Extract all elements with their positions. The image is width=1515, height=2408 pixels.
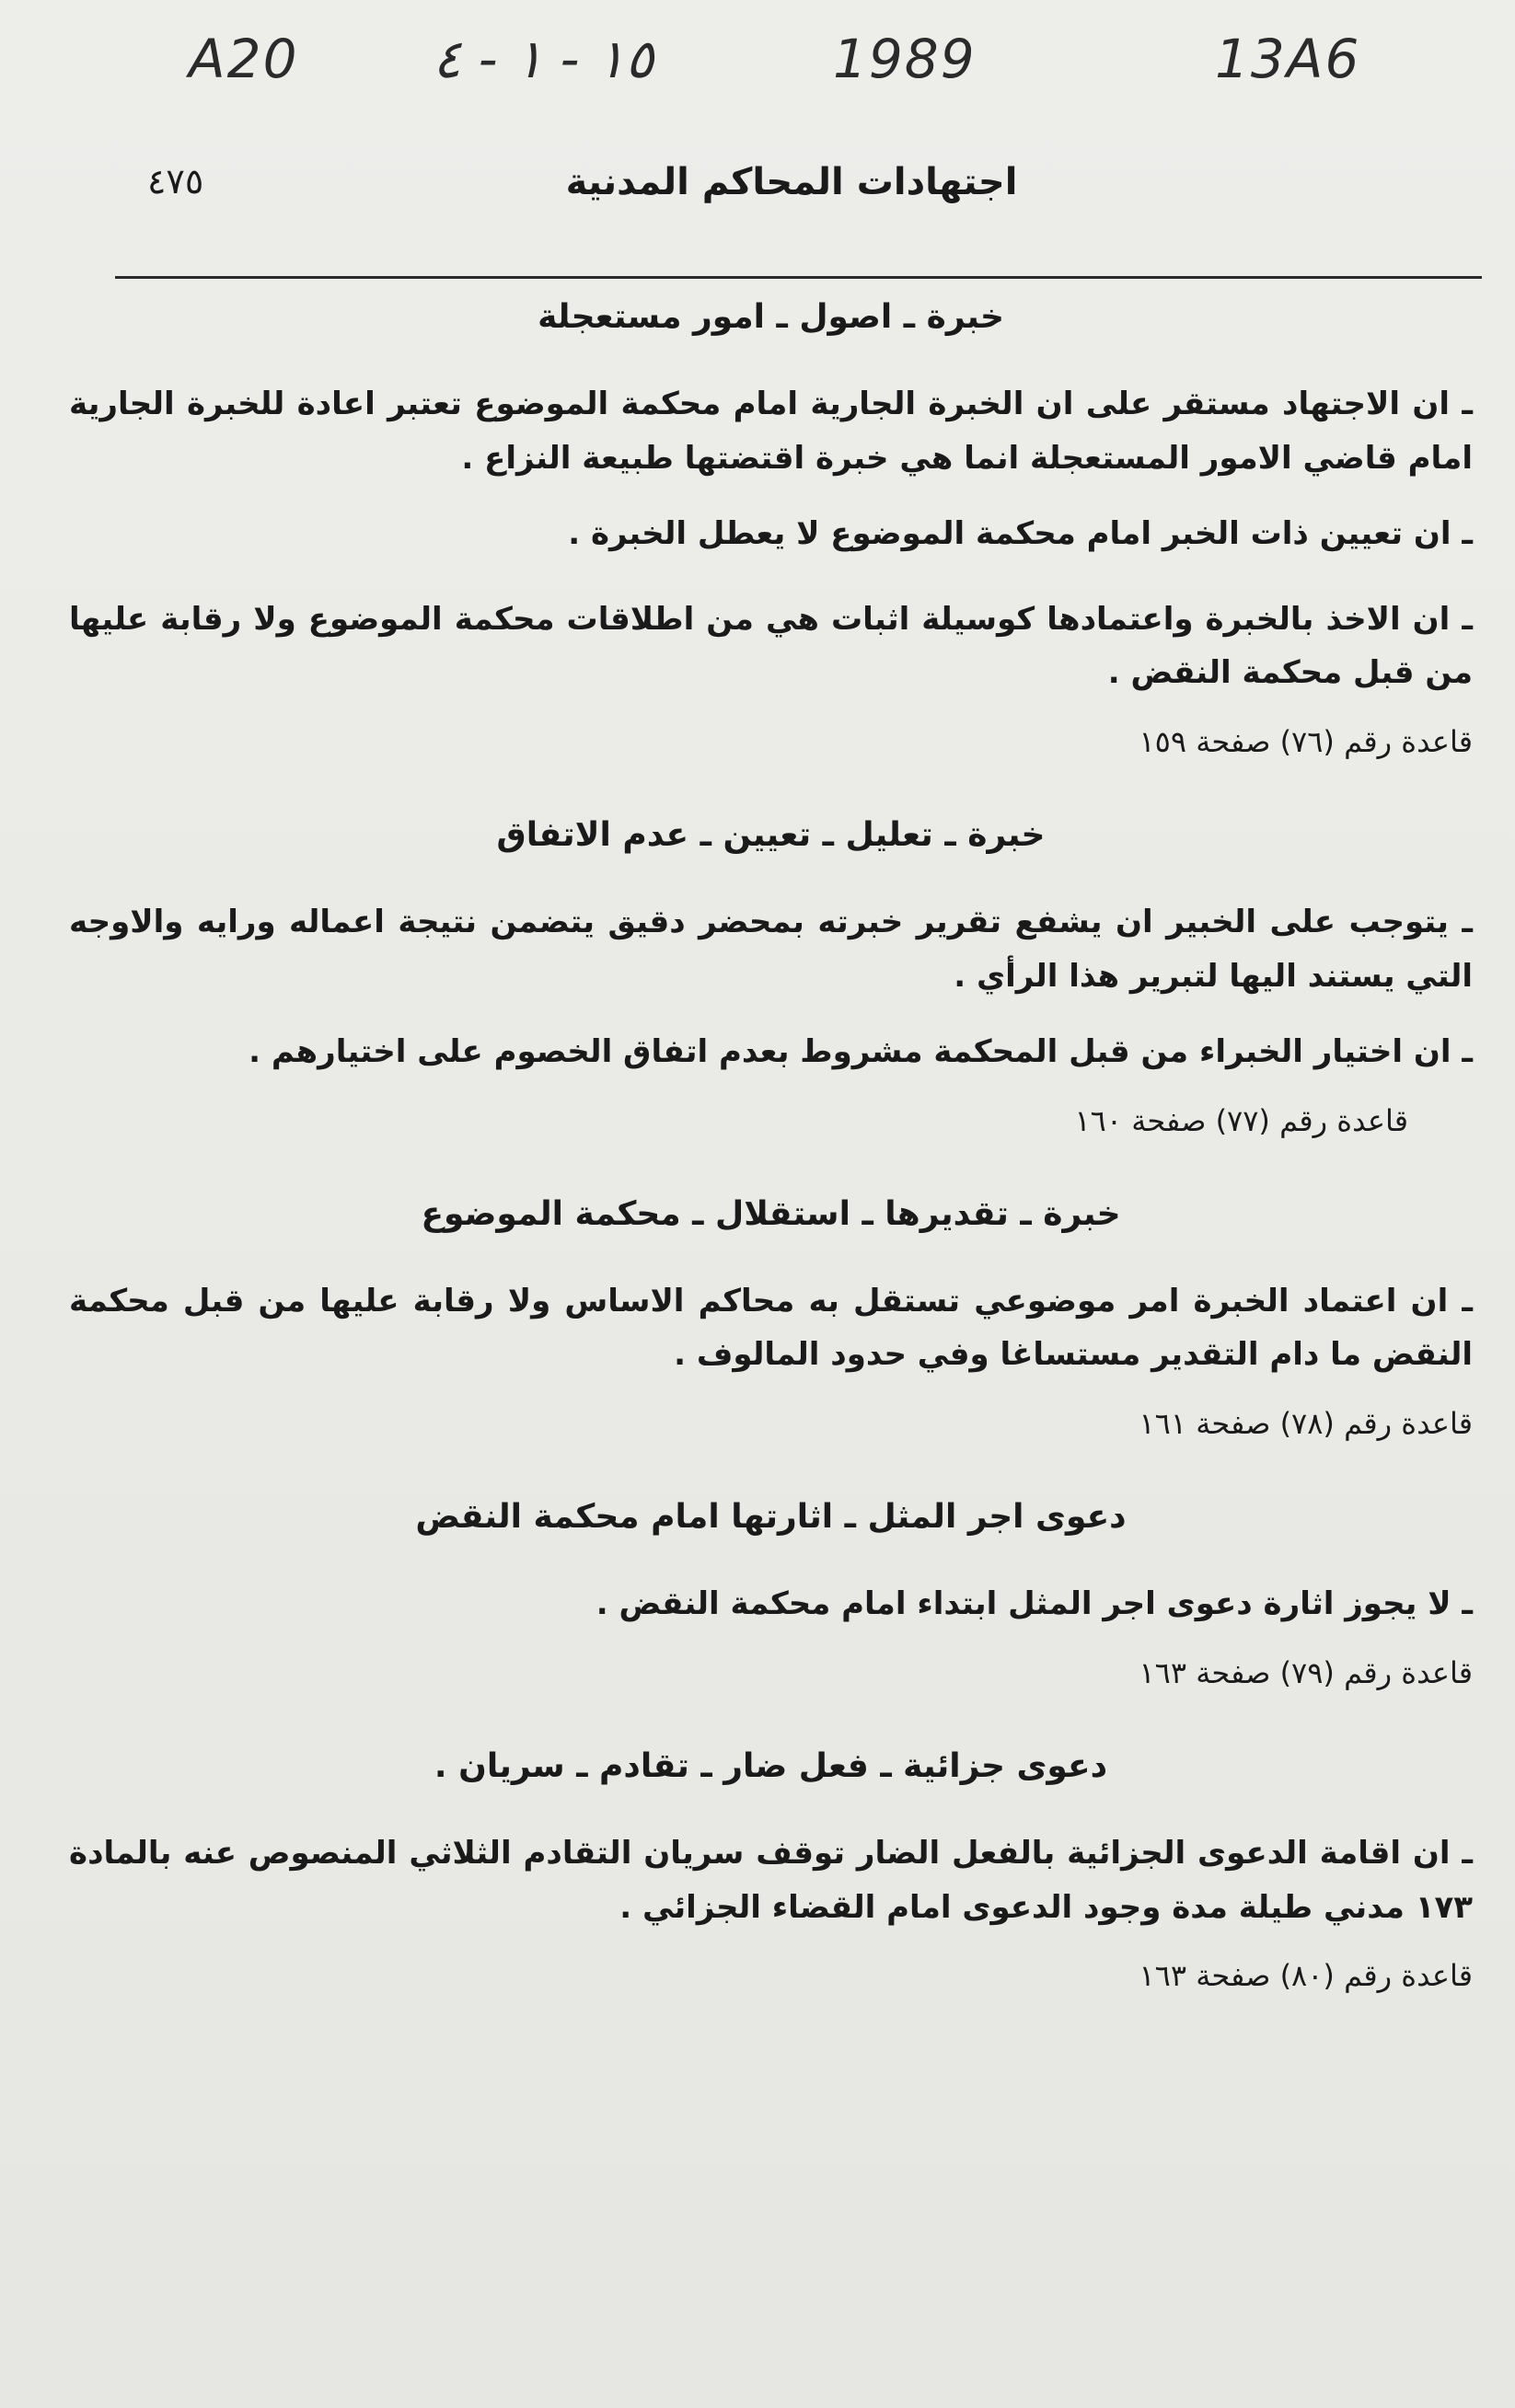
paragraph: ـ ان تعيين ذات الخبر امام محكمة الموضوع لا يعطل الخبرة . [568, 515, 1473, 553]
section-title: دعوى اجر المثل ـ اثارتها امام محكمة النقض [415, 1497, 1127, 1536]
page-number: ٤٧٥ [147, 161, 204, 202]
page-header [110, 161, 1473, 225]
section [69, 812, 1473, 1138]
paragraph: ـ لا يجوز اثارة دعوى اجر المثل ابتداء امام محكمة النقض . [596, 1585, 1473, 1623]
handwritten-ref: 13A6 [1215, 28, 1361, 90]
section [69, 1744, 1473, 1993]
rule-reference: قاعدة رقم (٧٧) صفحة ١٦٠ [1074, 1102, 1408, 1138]
rule-reference: قاعدة رقم (٧٦) صفحة ١٥٩ [1139, 723, 1473, 759]
section-title: خبرة ـ اصول ـ امور مستعجلة [538, 298, 1004, 336]
paragraph: ـ ان اعتماد الخبرة امر موضوعي تستقل به محاكم الاساس ولا رقابة عليها من قبل محكمة النقض ما دام التقدير مستساغا وفي حدود المالوف . [69, 1282, 1473, 1374]
section-title: خبرة ـ تقديرها ـ استقلال ـ محكمة الموضوع [421, 1194, 1121, 1233]
section-title: دعوى جزائية ـ فعل ضار ـ تقادم ـ سريان . [434, 1746, 1108, 1785]
paragraph: ـ يتوجب على الخبير ان يشفع تقرير خبرته بمحضر دقيق يتضمن نتيجة اعماله ورايه والاوجه التي يستند اليها لتبرير هذا الرأي . [69, 904, 1473, 995]
paragraph: ـ ان الاخذ بالخبرة واعتمادها كوسيلة اثبات هي من اطلاقات محكمة الموضوع ولا رقابة عليها من قبل محكمة النقض . [69, 600, 1473, 692]
document-body [69, 294, 1473, 2046]
section [69, 294, 1473, 759]
paragraph: ـ ان اختيار الخبراء من قبل المحكمة مشروط بعدم اتفاق الخصوم على اختيارهم . [249, 1033, 1473, 1071]
section-title: خبرة ـ تعليل ـ تعيين ـ عدم الاتفاق [496, 815, 1046, 854]
header-divider [115, 276, 1482, 279]
rule-reference: قاعدة رقم (٨٠) صفحة ١٦٣ [1139, 1958, 1473, 1994]
paragraph: ـ ان اقامة الدعوى الجزائية بالفعل الضار توقف سريان التقادم الثلاثي المنصوص عنه بالمادة ١٧٣ مدني طيلة مدة وجود الدعوى امام القضاء الجزائي . [69, 1835, 1473, 1926]
section [69, 1494, 1473, 1690]
handwritten-year: 1989 [833, 28, 977, 90]
rule-reference: قاعدة رقم (٧٨) صفحة ١٦١ [1139, 1405, 1473, 1441]
page-title: اجتهادات المحاكم المدنية [565, 161, 1018, 203]
section [69, 1192, 1473, 1441]
handwritten-code: A20 [189, 28, 299, 90]
paragraph: ـ ان الاجتهاد مستقر على ان الخبرة الجارية امام محكمة الموضوع تعتبر اعادة للخبرة الجارية امام قاضي الامور المستعجلة انما هي خبرة اقتضتها طبيعة النزاع . [69, 386, 1473, 477]
handwritten-date: ١٥ - ١ - ٤ [433, 28, 654, 90]
rule-reference: قاعدة رقم (٧٩) صفحة ١٦٣ [1139, 1654, 1473, 1690]
